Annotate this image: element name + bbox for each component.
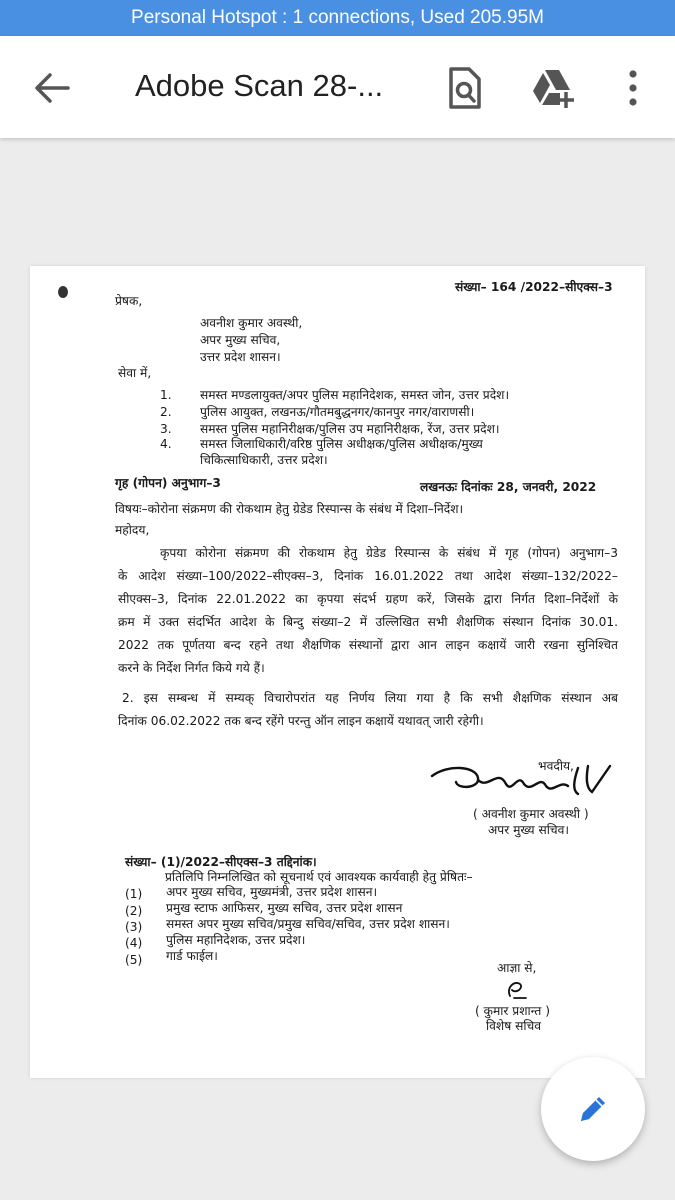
hole-punch-mark <box>58 286 68 298</box>
copy-list-text: प्रमुख स्टाफ आफिसर, मुख्य सचिव, उत्तर प्रदेश शासन <box>166 901 403 915</box>
recipient-num: 2. <box>160 405 172 419</box>
copy-intro: प्रतिलिपि निम्नलिखित को सूचनार्थ एवं आवश्यक कार्यवाही हेतु प्रेषितः– <box>165 870 473 884</box>
document-title: Adobe Scan 28-... <box>135 68 384 103</box>
recipient-num: 3. <box>160 422 172 436</box>
paragraph-1-line: 2022 तक पूर्णतया बन्द रहने तथा शैक्षणिक संस्थानों द्वारा आन लाइन कक्षायें जारी रखना सुनिश्चित <box>118 638 618 652</box>
copy-list-num: (5) <box>125 953 143 967</box>
copy-list-text: अपर मुख्य सचिव, मुख्यमंत्री, उत्तर प्रदेश शासन। <box>166 885 378 899</box>
copy-list-num: (4) <box>125 936 143 950</box>
recipient-num: 1. <box>160 388 172 402</box>
copy-list-text: गार्ड फाईल। <box>166 949 218 963</box>
initials-mark <box>504 978 530 1002</box>
more-options-icon[interactable] <box>618 66 648 110</box>
signature-image <box>428 760 614 798</box>
edit-button[interactable] <box>541 1057 645 1161</box>
signatory-title: अपर मुख्य सचिव। <box>488 823 569 837</box>
paragraph-1-line: कृपया कोरोना संक्रमण की रोकथाम हेतु ग्रेडेड रिस्पान्स के संबंध में गृह (गोपन) अनुभाग–3 <box>160 546 618 560</box>
copy-list-text: समस्त अपर मुख्य सचिव/प्रमुख सचिव/सचिव, उत्तर प्रदेश शासन। <box>166 917 450 931</box>
to-label: सेवा में, <box>118 366 152 380</box>
signer-name: ( कुमार प्रशान्त ) <box>475 1004 550 1018</box>
scanned-document <box>30 266 645 1078</box>
copy-list-text: पुलिस महानिदेशक, उत्तर प्रदेश। <box>166 933 306 947</box>
app-bar <box>0 36 675 138</box>
recipient-text: पुलिस आयुक्त, लखनऊ/गौतमबुद्धनगर/कानपुर नगर/वाराणसी। <box>200 405 475 419</box>
paragraph-1-line: के आदेश संख्या–100/2022–सीएक्स–3, दिनांक 16.01.2022 तथा आदेश संख्या–132/2022– <box>118 569 618 583</box>
by-order: आज्ञा से, <box>497 961 537 975</box>
salutation: महोदय, <box>115 523 150 537</box>
sender-name: अवनीश कुमार अवस्थी, <box>200 316 303 330</box>
paragraph-1-line: क्रम में उक्त संदर्भित आदेश के बिन्दु संख्या–2 में उल्लिखित सभी शैक्षणिक संस्थान दिनांक 30.01. <box>118 615 618 629</box>
subject: विषयः–कोरोना संक्रमण की रोकथाम हेतु ग्रेडेड रिस्पान्स के संबंध में दिशा–निर्देश। <box>115 502 464 516</box>
paragraph-1-line: करने के निर्देश निर्गत किये गये हैं। <box>118 661 265 675</box>
back-arrow-icon[interactable] <box>30 66 74 110</box>
reference-number: संख्या– 164 /2022–सीएक्स–3 <box>455 280 613 294</box>
place-date: लखनऊः दिनांकः 28, जनवरी, 2022 <box>420 480 597 494</box>
signatory-name: ( अवनीश कुमार अवस्थी ) <box>473 807 589 821</box>
sender-designation: अपर मुख्य सचिव, <box>200 333 281 347</box>
closing: भवदीय, <box>538 759 574 773</box>
copy-reference: संख्या– (1)/2022–सीएक्स–3 तद्दिनांक। <box>125 855 317 869</box>
recipient-text: समस्त मण्डलायुक्त/अपर पुलिस महानिदेशक, समस्त जोन, उत्तर प्रदेश। <box>200 388 510 402</box>
search-document-icon[interactable] <box>443 66 485 110</box>
sender-label: प्रेषक, <box>115 294 143 308</box>
paragraph-1-line: सीएक्स–3, दिनांक 22.01.2022 का कृपया संदर्भ ग्रहण करें, जिसके द्वारा निर्गत दिशा–निर्देशों के <box>118 592 618 606</box>
signer-title: विशेष सचिव <box>486 1019 542 1033</box>
add-to-drive-icon[interactable] <box>530 66 578 110</box>
recipient-num: 4. <box>160 437 172 451</box>
department: गृह (गोपन) अनुभाग–3 <box>115 476 221 490</box>
recipient-text: समस्त जिलाधिकारी/वरिष्ठ पुलिस अधीक्षक/पुलिस अधीक्षक/मुख्य <box>200 437 483 451</box>
copy-list-num: (1) <box>125 887 143 901</box>
copy-list-num: (2) <box>125 904 143 918</box>
pencil-icon <box>575 1091 611 1127</box>
status-text: Personal Hotspot : 1 connections, Used 205.95M <box>131 7 544 28</box>
sender-office: उत्तर प्रदेश शासन। <box>200 350 281 364</box>
paragraph-2-line: दिनांक 06.02.2022 तक बन्द रहेंगे परन्तु ऑन लाइन कक्षायें यथावत् जारी रहेगी। <box>118 714 484 728</box>
status-bar <box>0 0 675 36</box>
recipient-text: समस्त पुलिस महानिरीक्षक/पुलिस उप महानिरीक्षक, रेंज, उत्तर प्रदेश। <box>200 422 500 436</box>
copy-list-num: (3) <box>125 920 143 934</box>
recipient-text-continued: चिकित्साधिकारी, उत्तर प्रदेश। <box>200 453 328 467</box>
paragraph-2-line: 2. इस सम्बन्ध में सम्यक् विचारोपरांत यह निर्णय लिया गया है कि सभी शैक्षणिक संस्थान अब <box>122 691 618 705</box>
